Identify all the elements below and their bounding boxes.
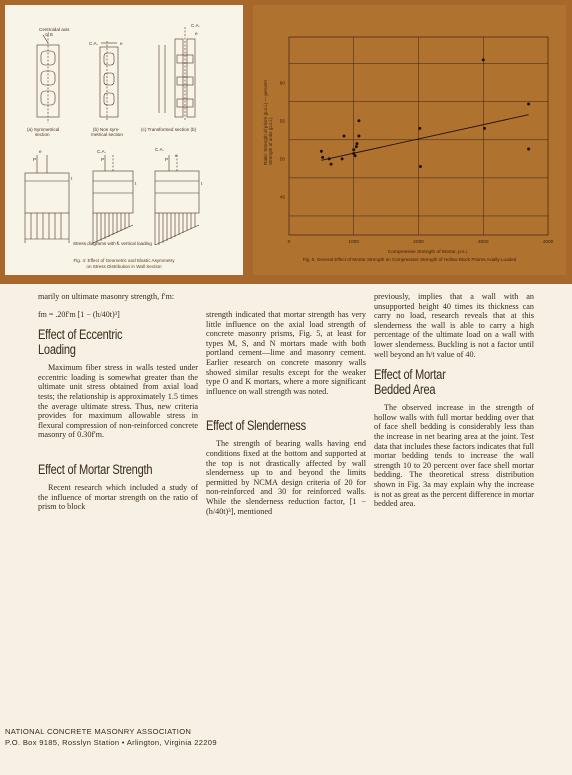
figure-4-drawing [5,5,243,275]
c3-paragraph-1: previously, implies that a wall with an unsupported height 40 times its thickness can carry no load, research reveals that at this slenderness the wall is able to carry a high percentage of the ultimate load on a wall with lower slenderness. Buckling is not a factor until well beyond an h/t value of 40. [374,292,534,359]
label-stress-diagrams: Stress diagrams with ℄ vertical loading [73,241,152,246]
label-of-e: of E [45,32,54,37]
label-e-b: e [120,41,123,46]
label-b-nonsym: (b) Non sym- [93,127,120,132]
data-point [482,58,485,61]
y-tick-label: 45 [279,195,285,201]
data-point [341,157,344,160]
label-ca-b: C.A. [89,41,98,46]
label-ca-c: C.A. [191,23,200,28]
c1-formula: fm = .20f'm [1 − (h/40t)³] [38,309,120,319]
label-a-symmetrical: (a) Symmetrical [27,127,60,132]
footer [5,726,217,748]
data-point [357,135,360,138]
x-tick-label: 4000 [542,240,554,245]
figure-5-caption: Fig. 5. General Effect of Mortar Strength on Compressive Strength of Hollow Block Prisms Axially Loaded [302,257,517,262]
heading-eccentric-loading-2: Loading [38,342,76,358]
c2-paragraph-1: strength indicated that mortar strength has very little influence on the axial load strength of concrete masonry prisms, Fig. 5, at least for types M, S, and N mortars made with both portland cement—lime and masonry cement. Earlier research on concrete masonry walls showed similar results except for the weaker type O and K mortars, where a more significant influence on wall strength was noted. [206,310,366,396]
data-point [330,163,333,166]
heading-eccentric-loading-1: Effect of Eccentric [38,327,123,343]
c3-paragraph-2: The observed increase in the strength of hollow walls with full mortar bedding over that of face shell bedding is considerably less than the increase in net bearing area at the joint. Test data that includes these factors indicates that full mortar bedding tends to increase the wall strength 10 to 20 percent over face shell mortar bedding. The theoretical stress distribution shown in Fig. 3a may explain why the increase is not as great as the percent difference in mortar bedded area. [374,403,534,509]
label-e-sc: e [175,153,178,158]
label-e-a: e [39,149,42,154]
label-c-transformed: (c) Transformed section (b) [141,127,197,132]
figure-4-caption-line1: Fig. 4: Effect of Geometric and Elastic Asymmetry [73,258,175,263]
figure-4-caption [15,258,233,269]
x-tick-label: 3000 [477,240,489,245]
c1-paragraph-1: marily on ultimate masonry strength, f'm: [38,292,175,301]
x-tick-label: 1000 [348,240,360,245]
data-point [352,148,355,151]
data-point [418,127,421,130]
figure-4 [5,5,243,275]
nonsymmetric-block [100,47,118,117]
heading-mortar-bedded-2: Bedded Area [374,382,436,398]
label-a-section: section [35,132,50,137]
data-point [355,145,358,148]
figure-5-chart [253,5,566,275]
column-3 [374,292,534,509]
label-p-c: P [165,157,169,162]
figure-panel [0,0,572,284]
data-point [527,103,530,106]
chart-xlabel: Compressive Strength of Mortar, p.s.i. [387,250,469,255]
y-tick-label: 50 [279,157,285,163]
chart-marks [320,58,530,168]
chart-grid [289,37,548,235]
data-point [355,142,358,145]
heading-mortar-strength: Effect of Mortar Strength [38,461,153,477]
label-t-a: t [71,176,73,181]
chart-ticks [280,80,554,245]
label-ca-sc: C.A. [155,147,164,152]
data-point [527,147,530,150]
data-point [328,157,331,160]
label-centroidal-axis: Centroidal axis [39,27,70,32]
footer-address: P.O. Box 9185, Rosslyn Station • Arlington, Virginia 22209 [5,738,217,747]
label-t-c: t [201,181,203,186]
y-tick-label: 60 [279,81,285,87]
transformed-block [175,39,183,117]
footer-org: NATIONAL CONCRETE MASONRY ASSOCIATION [5,727,192,736]
data-point [321,156,324,159]
label-p-b: P [101,157,105,162]
data-point [354,154,357,157]
heading-mortar-bedded-1: Effect of Mortar [374,367,446,383]
stress-diagram-a [25,155,69,243]
c2-paragraph-2: The strength of bearing walls having end conditions fixed at the bottom and supported at the top is not drastically affected by wall slenderness up to and beyond the limits permitted by NCMA design criteria of 20 for non-reinforced and 30 for reinforced walls. While the slenderness reduction factor, [1 − (h/40t)³], mentioned [206,439,366,516]
data-point [343,135,346,138]
figure-5 [253,5,566,275]
data-point [483,127,486,130]
chart-ylabel-line2: Strength of units (p.s.i.) [268,117,273,165]
stress-diagram-b [93,155,133,243]
data-point [419,165,422,168]
heading-slenderness: Effect of Slenderness [206,418,306,434]
chart-ylabel-line1: Ratio: Strength of prism (p.s.i.) — percent [263,80,268,165]
label-e-c: e [195,31,198,36]
label-ca-sb: C.A. [97,149,106,154]
x-tick-label: 2000 [413,240,424,245]
label-b-section: metrical section [91,132,123,137]
c1-paragraph-2: Maximum fiber stress in walls tested under eccentric loading is somewhat greater than the ultimate unit stress obtained from axial load tests; the relationship is approximately 1.5 times the average ultimate stress. Thus, new criteria provides for maximum allowable stress in flexural compression of non-reinforced concrete masonry of 0.30f'm. [38,363,198,440]
label-t-b: t [135,181,137,186]
column-1 [38,292,198,512]
data-point [320,150,323,153]
data-point [357,119,360,122]
stress-diagram-c [155,155,199,245]
y-tick-label: 55 [279,119,285,125]
column-2 [206,310,366,516]
figure-4-caption-line2: on Stress Distribution in Wall Section [86,263,162,269]
x-tick-label: 0 [287,240,291,245]
c1-paragraph-3: Recent research which included a study of the influence of mortar strength on the ratio of prism to block [38,482,198,512]
label-p-a: P [33,157,37,162]
